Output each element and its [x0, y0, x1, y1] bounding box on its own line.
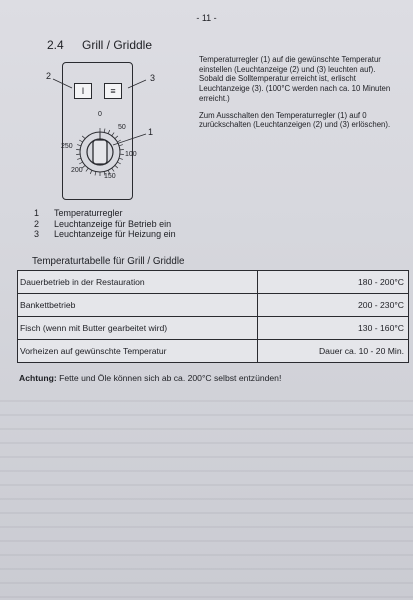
dial-grip — [93, 140, 107, 164]
callout-2-line — [53, 79, 72, 88]
table-cell-temperature: 180 - 200°C — [358, 277, 404, 287]
dial-tick — [115, 136, 118, 139]
table-cell-temperature: 130 - 160°C — [358, 323, 404, 333]
callout-2: 2 — [46, 71, 52, 81]
instruction-paragraph: Zum Ausschalten den Temperaturregler (1) auf 0 zurückschalten (Leuchtanzeigen (2) und (3) erlöschen). — [199, 110, 391, 130]
dial-tick — [77, 145, 81, 146]
heating-icon: ≡ — [110, 86, 116, 96]
dial-tick — [82, 136, 85, 139]
dial-tick-label: 200 — [71, 167, 83, 174]
legend-item — [34, 208, 176, 219]
table-cell-use: Bankettbetrieb — [18, 294, 258, 316]
dial-tick — [112, 133, 114, 136]
callout-3: 3 — [150, 73, 156, 83]
dial-tick — [119, 158, 123, 159]
legend-number: 1 — [34, 208, 40, 218]
table-cell-use: Vorheizen auf gewünschte Temperatur — [18, 340, 258, 362]
callout-1: 1 — [148, 127, 154, 137]
table-row — [18, 316, 408, 339]
dial-tick — [117, 162, 120, 164]
dial-tick-label: 100 — [125, 151, 137, 158]
lamp-on-icon: I — [81, 86, 85, 96]
dial-tick — [108, 130, 110, 134]
section-number: 2.4 — [47, 38, 64, 52]
legend-label: Leuchtanzeige für Heizung ein — [54, 229, 176, 240]
legend-number: 3 — [34, 229, 40, 240]
warning-label: Achtung: — [19, 373, 57, 383]
dial-tick — [79, 162, 82, 164]
dial-tick — [79, 140, 82, 142]
dial-tick — [119, 145, 123, 146]
dial-tick — [112, 168, 114, 171]
table-cell-temperature: 200 - 230°C — [358, 300, 404, 310]
page-number: - 11 - — [196, 13, 217, 23]
figure-legend — [34, 208, 176, 240]
dial-tick-label: 250 — [61, 143, 73, 150]
legend-number: 2 — [34, 218, 40, 229]
instructions — [199, 55, 399, 137]
dial-tick — [86, 168, 88, 171]
dial-tick — [95, 172, 96, 176]
fire-warning — [19, 373, 281, 383]
callout-3-line — [128, 80, 146, 88]
legend-item — [34, 229, 176, 240]
dial-tick — [104, 129, 105, 133]
dial-tick-label: 150 — [104, 173, 116, 180]
table-row — [18, 293, 408, 316]
warning-text: Fette und Öle können sich ab ca. 200°C selbst entzünden! — [59, 373, 282, 383]
section-title: Grill / Griddle — [82, 38, 153, 52]
dial-tick — [117, 140, 120, 142]
legend-label: Leuchtanzeige für Betrieb ein — [54, 218, 172, 229]
temperature-table — [17, 270, 409, 363]
legend-item — [34, 219, 176, 230]
table-cell-use: Fisch (wenn mit Butter gearbeitet wird) — [18, 317, 258, 339]
legend-label: Temperaturregler — [54, 208, 123, 218]
dial-tick-label: 0 — [98, 111, 102, 118]
instruction-paragraph: Temperaturregler (1) auf die gewünschte Temperatur einstellen (Leuchtanzeige (2) und (3) leuchten auf). Sobald die Solltemperatur erreicht ist, erlischt Leuchtanzeige (3). (100°C werden nach ca. 10 Minuten erreicht.) — [199, 55, 391, 103]
table-title: Temperaturtabelle für Grill / Griddle — [32, 256, 185, 267]
dial-tick-label: 50 — [118, 124, 126, 131]
dial-tick — [77, 158, 81, 159]
table-row — [18, 339, 408, 362]
dial-tick — [90, 170, 92, 174]
dial-tick — [115, 165, 118, 168]
table-cell-use: Dauerbetrieb in der Restauration — [18, 271, 258, 293]
table-cell-temperature: Dauer ca. 10 - 20 Min. — [318, 346, 404, 356]
table-row — [18, 271, 408, 293]
